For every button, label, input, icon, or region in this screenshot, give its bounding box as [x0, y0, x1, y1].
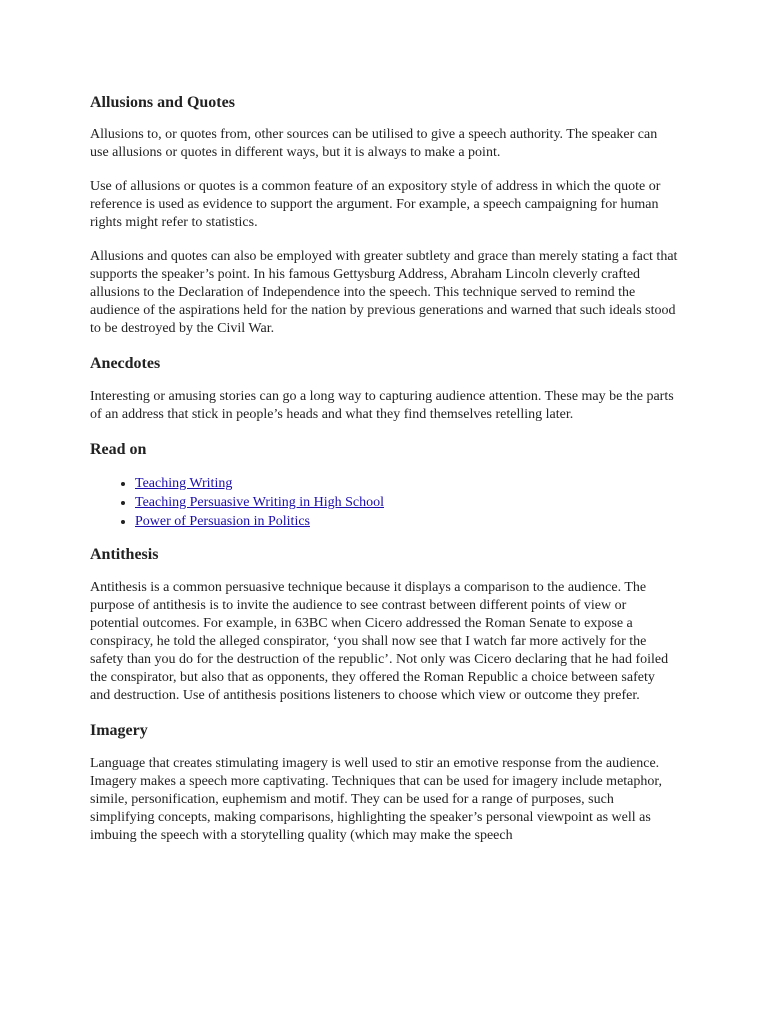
read-on-list — [90, 474, 678, 531]
paragraph: Allusions and quotes can also be employed with greater subtlety and grace than merely stating a fact that supports the speaker’s point. In his famous Gettysburg Address, Abraham Lincoln cleverly crafted allusions to the Declaration of Independence into the speech. This technique served to remind the audience of the aspirations held for the nation by previous generations and warned that such ideals stood to be destroyed by the Civil War. — [90, 249, 678, 336]
paragraph: Allusions to, or quotes from, other sources can be utilised to give a speech authority. The speaker can use allusions or quotes in different ways, but it is always to make a point. — [90, 127, 658, 160]
list-item — [135, 493, 678, 512]
heading-anecdotes: Anecdotes — [90, 355, 161, 372]
heading-allusions-and-quotes: Allusions and Quotes — [90, 94, 235, 111]
paragraph: Use of allusions or quotes is a common feature of an expository style of address in which the quote or reference is used as evidence to support the argument. For example, a speech campaigning for human rights might refer to statistics. — [90, 179, 661, 230]
section-read-on — [90, 440, 678, 531]
paragraph: Language that creates stimulating imagery is well used to stir an emotive response from the audience. Imagery makes a speech more captivating. Techniques that can be used for imagery include metaphor, simile, personification, euphemism and motif. They can be used for a range of purposes, such simplifying concepts, making comparisons, highlighting the speaker’s personal viewpoint as well as imbuing the speech with a storytelling quality (which may make the speech — [90, 756, 662, 843]
list-item — [135, 474, 678, 493]
list-item — [135, 512, 678, 531]
heading-read-on: Read on — [90, 441, 147, 458]
heading-antithesis: Antithesis — [90, 546, 159, 563]
section-antithesis — [90, 545, 678, 705]
section-anecdotes — [90, 354, 678, 424]
link-teaching-writing[interactable]: Teaching Writing — [135, 476, 233, 491]
paragraph: Interesting or amusing stories can go a long way to capturing audience attention. These may be the parts of an address that stick in people’s heads and what they find themselves retelling later. — [90, 389, 674, 422]
paragraph: Antithesis is a common persuasive technique because it displays a comparison to the audience. The purpose of antithesis is to invite the audience to see contrast between different points of view or potential outcomes. For example, in 63BC when Cicero addressed the Roman Senate to expose a conspiracy, he told the alleged conspirator, ‘you shall now see that I watch far more actively for the safety than you do for the destruction of the republic’. Not only was Cicero declaring that he had foiled the conspirator, but also that as opponents, they offered the Roman Republic a choice between safety and destruction. Use of antithesis positions listeners to choose which view or outcome they prefer. — [90, 580, 669, 703]
link-power-of-persuasion[interactable]: Power of Persuasion in Politics — [135, 514, 310, 529]
heading-imagery: Imagery — [90, 722, 148, 739]
link-teaching-persuasive-writing[interactable]: Teaching Persuasive Writing in High School — [135, 495, 384, 510]
section-allusions-and-quotes — [90, 93, 678, 338]
section-imagery — [90, 721, 678, 845]
